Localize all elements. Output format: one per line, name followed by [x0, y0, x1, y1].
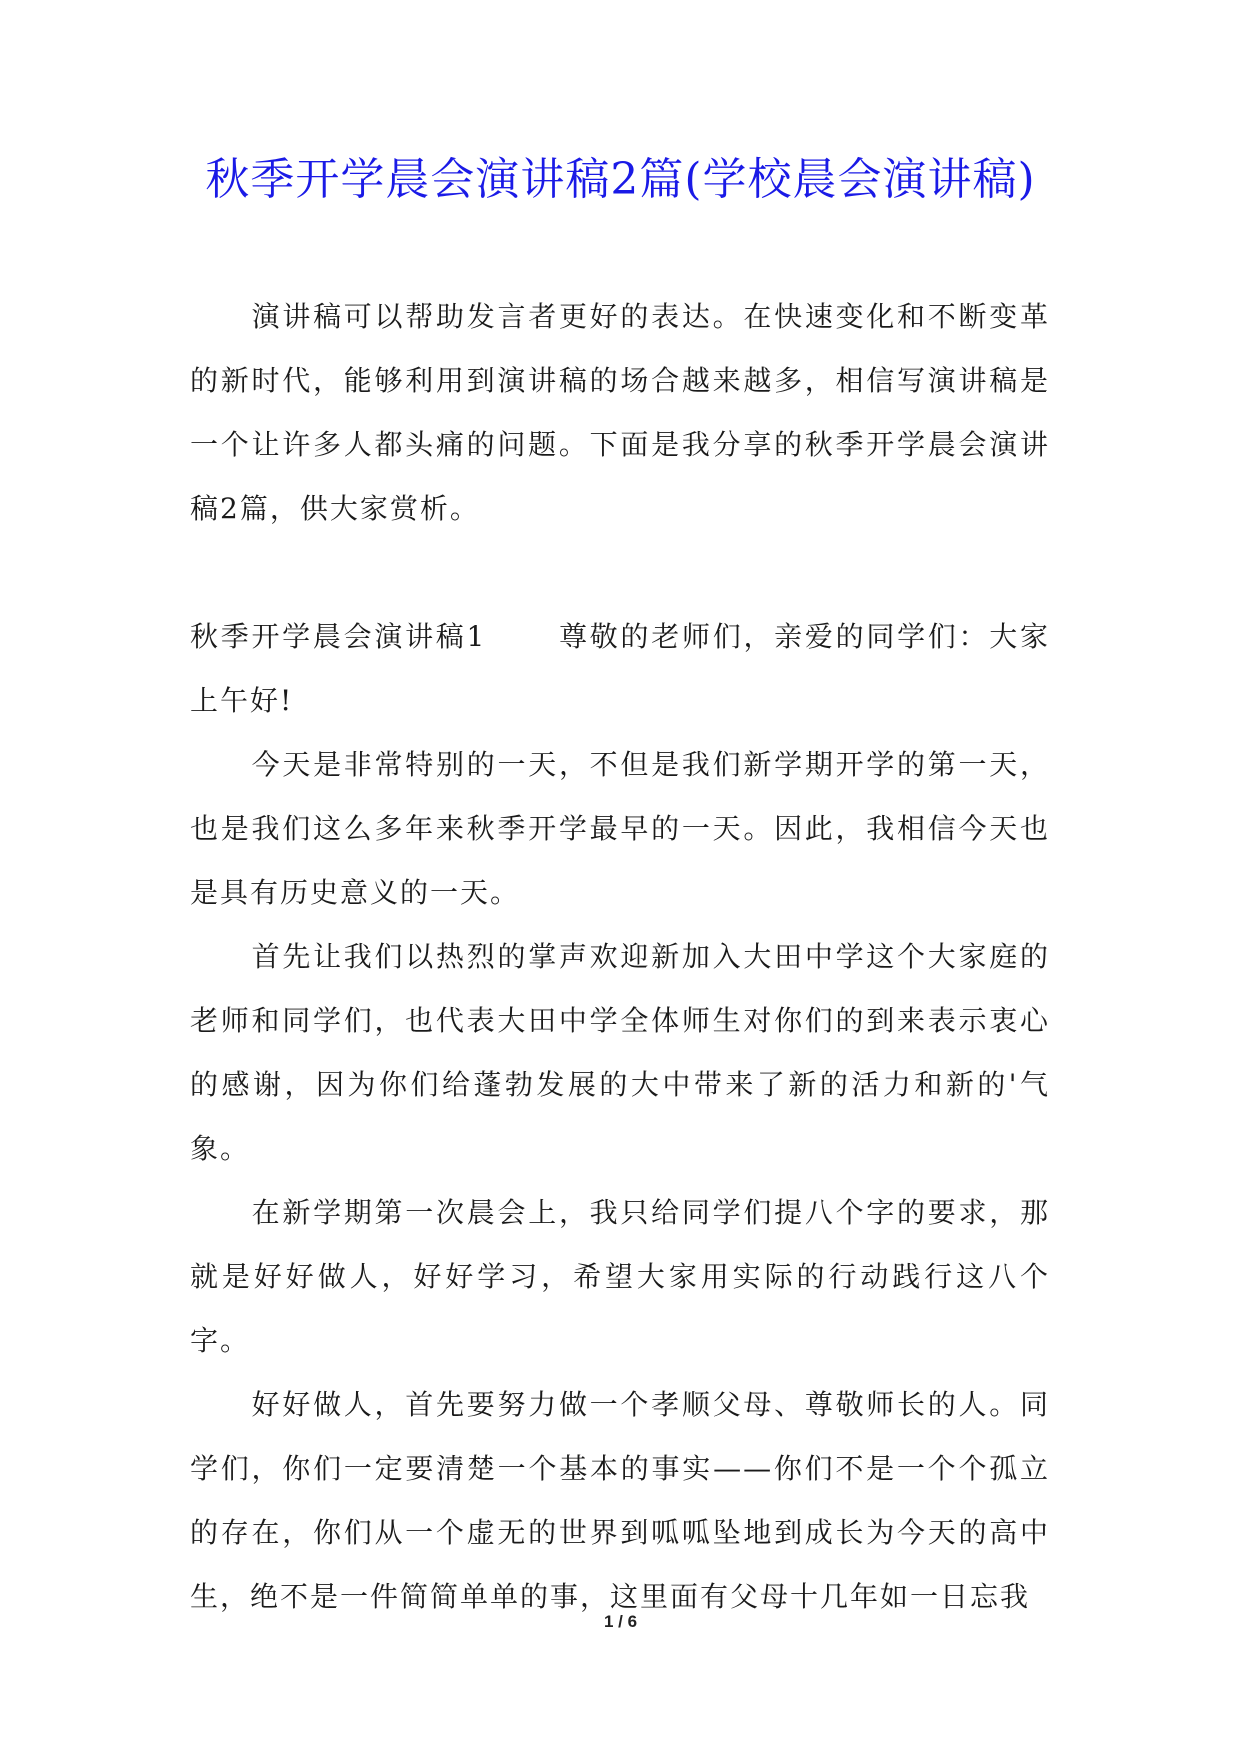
intro-paragraph: 演讲稿可以帮助发言者更好的表达。在快速变化和不断变革的新时代，能够利用到演讲稿的场合越来越多，相信写演讲稿是一个让许多人都头痛的问题。下面是我分享的秋季开学晨会演讲稿2篇，供大家赏析。 — [190, 300, 1050, 525]
document-body — [190, 285, 1050, 1629]
page-number: 1 / 6 — [603, 1612, 638, 1631]
document-title: 秋季开学晨会演讲稿2篇(学校晨会演讲稿) — [205, 154, 1036, 205]
section-first-line — [190, 605, 1050, 733]
body-paragraph-4: 好好做人，首先要努力做一个孝顺父母、尊敬师长的人。同学们，你们一定要清楚一个基本的事实——你们不是一个个孤立的存在，你们从一个虚无的世界到呱呱坠地到成长为今天的高中生，绝不是一件简简单单的事，这里面有父母十几年如一日忘我 — [190, 1388, 1050, 1613]
body-paragraph-1: 今天是非常特别的一天，不但是我们新学期开学的第一天，也是我们这么多年来秋季开学最早的一天。因此，我相信今天也是具有历史意义的一天。 — [190, 748, 1050, 909]
greeting-text: 尊敬的老师们，亲爱的同学们：大家上午好! — [190, 620, 1050, 717]
section-heading: 秋季开学晨会演讲稿1 — [190, 620, 487, 653]
body-paragraph-3: 在新学期第一次晨会上，我只给同学们提八个字的要求，那就是好好做人，好好学习，希望大家用实际的行动践行这八个字。 — [190, 1196, 1050, 1357]
body-paragraph-2: 首先让我们以热烈的掌声欢迎新加入大田中学这个大家庭的老师和同学们，也代表大田中学全体师生对你们的到来表示衷心的感谢，因为你们给蓬勃发展的大中带来了新的活力和新的'气象。 — [190, 940, 1050, 1165]
